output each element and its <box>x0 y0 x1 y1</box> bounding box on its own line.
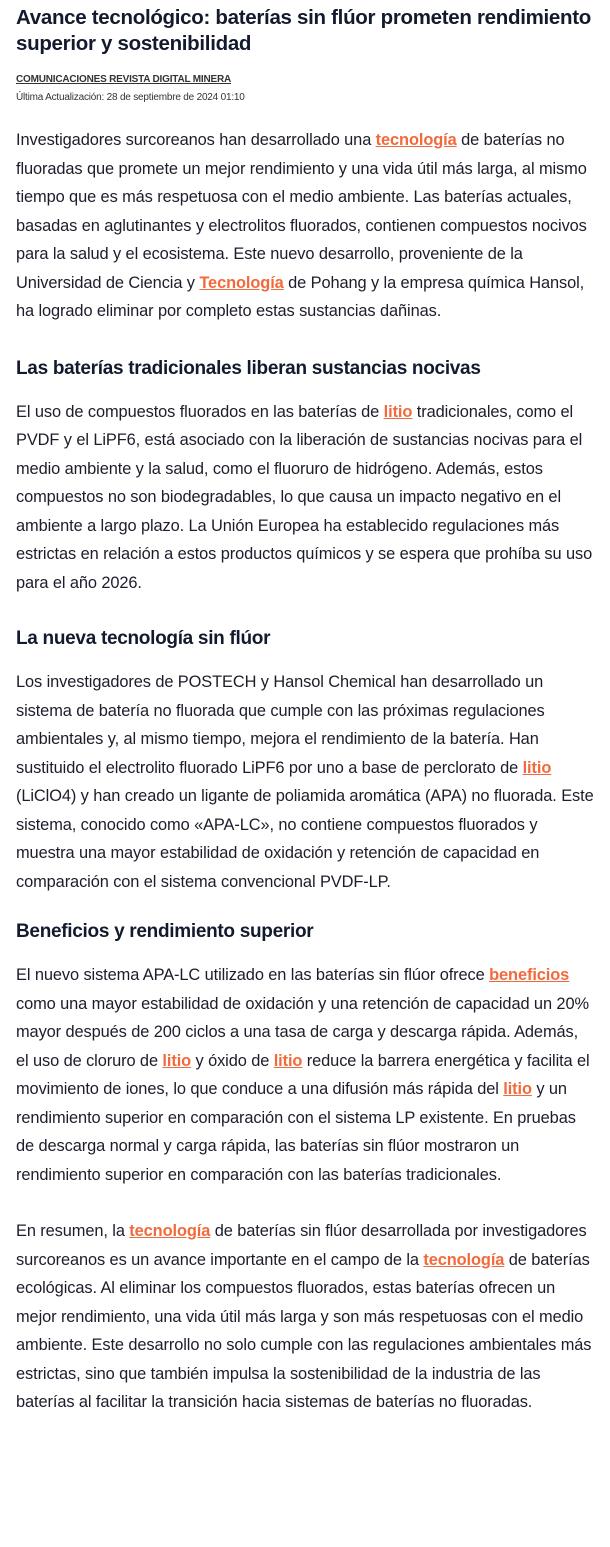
inline-link[interactable]: Tecnología <box>199 273 284 292</box>
article <box>0 5 610 1417</box>
inline-link[interactable]: beneficios <box>489 966 570 984</box>
inline-link[interactable]: tecnología <box>423 1250 505 1269</box>
section-heading: Las baterías tradicionales liberan sustancias nocivas <box>16 357 481 379</box>
paragraph-text: de baterías sin flúor desarrollada por investigadores surcoreanos es un avance importante en el campo de la <box>16 1222 587 1269</box>
inline-link[interactable]: litio <box>162 1051 192 1070</box>
inline-link[interactable]: litio <box>383 402 413 421</box>
inline-link[interactable]: litio <box>503 1080 532 1098</box>
section-heading: Beneficios y rendimiento superior <box>16 921 314 942</box>
paragraph-text: (LiClO4) y han creado un ligante de poliamida aromática (APA) no fluorada. Este sistema, conocido como «APA-LC», no contiene compuestos fluorados y muestra una mayor estabilidad de oxidación y retención de capacidad en comparación con el sistema convencional PVDF-LP. <box>16 787 594 891</box>
paragraph-text: de baterías no fluoradas que promete un mejor rendimiento y una vida útil más larga, al mismo tiempo que es más respetuosa con el medio ambiente. Las baterías actuales, basadas en aglutinantes y electrolitos fluorados, contienen compuestos nocivos para la salud y el ecosistema. Este nuevo desarrollo, proveniente de la Universidad de Ciencia y <box>16 131 587 292</box>
paragraph <box>16 1217 594 1417</box>
article-title: Avance tecnológico: baterías sin flúor prometen rendimiento superior y sostenibilidad <box>16 6 592 55</box>
section-heading: La nueva tecnología sin flúor <box>16 628 271 649</box>
paragraph-text: El uso de compuestos fluorados en las baterías de <box>16 402 384 421</box>
inline-link[interactable]: tecnología <box>375 131 457 149</box>
paragraph-text: reduce la barrera energética y facilita el movimiento de iones, lo que conduce a una difusión más rápida del <box>16 1051 590 1098</box>
paragraph <box>16 398 594 598</box>
paragraph-text: En resumen, la <box>16 1222 130 1240</box>
paragraph-text: como una mayor estabilidad de oxidación y una retención de capacidad un 20% mayor después de 200 ciclos a una tasa de carga y descarga rápida. Además, el uso de cloruro de <box>16 994 589 1070</box>
last-updated-date: Última Actualización: 28 de septiembre de 2024 01:10 <box>16 92 245 103</box>
inline-link[interactable]: litio <box>522 758 552 777</box>
inline-link[interactable]: tecnología <box>129 1222 211 1240</box>
paragraph <box>16 126 594 326</box>
paragraph-text: de baterías ecológicas. Al eliminar los compuestos fluorados, estas baterías ofrecen un mejor rendimiento, una vida útil más larga y son más respetuosas con el medio ambiente. Este desarrollo no solo cumple con las regulaciones ambientales más estrictas, sino que también impulsa la sostenibilidad de la industria de las baterías al facilitar la transición hacia sistemas de baterías no fluoradas. <box>16 1250 592 1411</box>
paragraph-text: y óxido de <box>191 1051 274 1070</box>
paragraph-text: Investigadores surcoreanos han desarrollado una <box>16 131 376 149</box>
inline-link[interactable]: litio <box>273 1051 303 1070</box>
paragraph-text: y un rendimiento superior en comparación con el sistema LP existente. En pruebas de descarga normal y carga rápida, las baterías sin flúor mostraron un rendimiento superior en comparación con las baterías tradicionales. <box>16 1080 576 1184</box>
paragraph <box>16 961 594 1189</box>
paragraph-text: Los investigadores de POSTECH y Hansol Chemical han desarrollado un sistema de batería no fluorada que cumple con las próximas regulaciones ambientales y, al mismo tiempo, mejora el rendimiento de la batería. Han sustituido el electrolito fluorado LiPF6 por uno a base de perclorato de <box>16 673 545 777</box>
author-link[interactable]: COMUNICACIONES REVISTA DIGITAL MINERA <box>16 74 232 85</box>
paragraph-text: de Pohang y la empresa química Hansol, ha logrado eliminar por completo estas sustancias dañinas. <box>16 273 585 320</box>
paragraph <box>16 668 594 896</box>
paragraph-text: tradicionales, como el PVDF y el LiPF6, está asociado con la liberación de sustancias nocivas para el medio ambiente y la salud, como el fluoruro de hidrógeno. Además, estos compuestos no son biodegradables, lo que causa un impacto negativo en el ambiente a largo plazo. La Unión Europea ha establecido regulaciones más estrictas en relación a estos productos químicos y se espera que prohíba su uso para el año 2026. <box>16 402 593 592</box>
paragraph-text: El nuevo sistema APA-LC utilizado en las baterías sin flúor ofrece <box>16 966 490 984</box>
article-body <box>16 126 594 1417</box>
